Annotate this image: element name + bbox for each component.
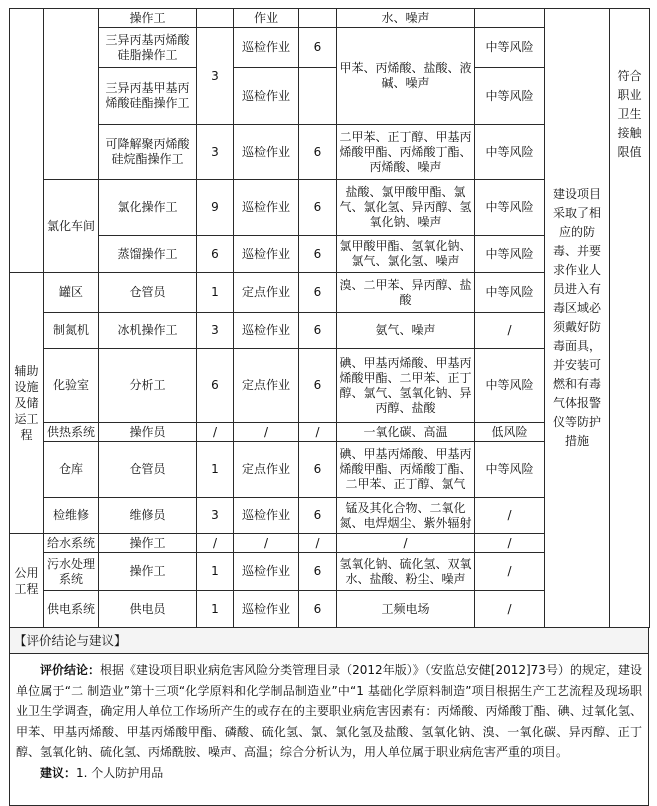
post-cell: 冰机操作工: [99, 313, 197, 349]
conclusion-paragraph: [16, 660, 642, 763]
risk-cell: 中等风险: [475, 180, 545, 236]
post-cell: 氯化操作工: [99, 180, 197, 236]
post-cell: 三异丙基丙烯酸硅脂操作工: [99, 28, 197, 68]
workshop-cell: 检维修: [44, 498, 99, 534]
hours-cell: 6: [299, 591, 337, 628]
conclusion-block: [9, 654, 649, 806]
risk-cell: /: [475, 591, 545, 628]
post-cell: 供电员: [99, 591, 197, 628]
people-cell: 1: [197, 273, 234, 313]
category-cell: 公用工程: [10, 534, 44, 628]
people-cell: 3: [197, 498, 234, 534]
risk-cell: /: [475, 498, 545, 534]
hazard-cell: 水、噪声: [337, 9, 475, 28]
people-cell: 1: [197, 442, 234, 498]
workshop-cell: 供电系统: [44, 591, 99, 628]
risk-cell: 中等风险: [475, 273, 545, 313]
mode-cell: 作业: [234, 9, 299, 28]
people-cell: 3: [197, 28, 234, 125]
hazard-cell: 一氧化碳、高温: [337, 423, 475, 442]
people-cell: 9: [197, 180, 234, 236]
risk-cell: 中等风险: [475, 125, 545, 180]
people-cell: 3: [197, 313, 234, 349]
people-cell: /: [197, 534, 234, 553]
advice-lead: 建议：: [40, 765, 77, 780]
hazard-cell: 二甲苯、正丁醇、甲基丙烯酸甲酯、丙烯酸丁酯、丙烯酸、噪声: [337, 125, 475, 180]
hazard-cell: 甲苯、丙烯酸、盐酸、液碱、噪声: [337, 28, 475, 125]
people-cell: 6: [197, 236, 234, 273]
protective-measures-cell: 建设项目采取了相应的防毒、并要求作业人员进入有毒区域必须戴好防毒面具，并安装可燃和有毒气体报警仪等防护措施: [545, 9, 610, 628]
mode-cell: 巡检作业: [234, 591, 299, 628]
hours-cell: 6: [299, 442, 337, 498]
category-cell: 辅助设施及储运工程: [10, 273, 44, 534]
mode-cell: /: [234, 423, 299, 442]
risk-cell: /: [475, 313, 545, 349]
table-row: [10, 9, 650, 28]
post-cell: 分析工: [99, 349, 197, 423]
hazard-table: [9, 8, 650, 628]
hazard-cell: 工频电场: [337, 591, 475, 628]
category-cell-continued: [10, 9, 44, 273]
workshop-cell: 污水处理系统: [44, 553, 99, 591]
mode-cell: /: [234, 534, 299, 553]
risk-cell: /: [475, 553, 545, 591]
mode-cell: 巡检作业: [234, 313, 299, 349]
conclusion-lead: 评价结论：: [40, 663, 101, 677]
people-cell: /: [197, 423, 234, 442]
advice-text: 1. 个人防护用品: [76, 765, 164, 780]
risk-cell: 中等风险: [475, 442, 545, 498]
risk-cell: 中等风险: [475, 236, 545, 273]
mode-cell: 巡检作业: [234, 236, 299, 273]
risk-cell: 中等风险: [475, 349, 545, 423]
mode-cell: 巡检作业: [234, 68, 299, 125]
mode-cell: 巡检作业: [234, 498, 299, 534]
workshop-cell: 制氮机: [44, 313, 99, 349]
hours-cell: 6: [299, 349, 337, 423]
workshop-cell: 化验室: [44, 349, 99, 423]
hazard-cell: /: [337, 534, 475, 553]
workshop-cell: 仓库: [44, 442, 99, 498]
hazard-cell: 盐酸、氯甲酸甲酯、氯气、氯化氢、异丙醇、氢氧化钠、噪声: [337, 180, 475, 236]
mode-cell: 巡检作业: [234, 125, 299, 180]
mode-cell: 巡检作业: [234, 553, 299, 591]
hazard-cell: 氯甲酸甲酯、氢氧化钠、氯气、氯化氢、噪声: [337, 236, 475, 273]
people-cell: 3: [197, 125, 234, 180]
conclusion-text: 根据《建设项目职业病危害风险分类管理目录（2012年版）》（安监总安健[2012]73号）的规定，建设单位属于“二 制造业”第十三项“化学原料和化学制品制造业”中“1 基础化学原料制造”项目根据生产工艺流程及现场职业卫生学调查，确定用人单位工作场所产生的或存在的主要职业病危害因素有：丙烯酸、丙烯酸丁酯、碘、过氧化氢、甲苯、甲基丙烯酸、甲基丙烯酸甲酯、磷酸、硫化氢、氯、氯化氢及盐酸、氢氧化钠、溴、一氧化碳、异丙醇、正丁醇、氢氧化钠、硫化氢、丙烯酰胺、噪声、高温；综合分析认为，用人单位属于职业病危害严重的项目。: [16, 663, 642, 759]
post-cell: 三异丙基甲基丙烯酸硅酯操作工: [99, 68, 197, 125]
document-sheet: [9, 8, 649, 806]
hazard-cell: 碘、甲基丙烯酸、甲基丙烯酸甲酯、丙烯酸丁酯、二甲苯、正丁醇、氯气: [337, 442, 475, 498]
hours-cell: /: [299, 534, 337, 553]
hazard-cell: 锰及其化合物、二氧化氮、电焊烟尘、紫外辐射: [337, 498, 475, 534]
post-cell: 操作工: [99, 9, 197, 28]
hours-cell: 6: [299, 180, 337, 236]
post-cell: 蒸馏操作工: [99, 236, 197, 273]
mode-cell: 定点作业: [234, 349, 299, 423]
hours-cell: 6: [299, 273, 337, 313]
hours-cell: [299, 68, 337, 125]
risk-cell: /: [475, 534, 545, 553]
risk-cell: 低风险: [475, 423, 545, 442]
mode-cell: 定点作业: [234, 442, 299, 498]
hazard-cell: 氢氧化钠、硫化氢、双氧水、盐酸、粉尘、噪声: [337, 553, 475, 591]
hours-cell: /: [299, 423, 337, 442]
hours-cell: 6: [299, 553, 337, 591]
advice-line: [16, 763, 642, 784]
hours-cell: 6: [299, 236, 337, 273]
post-cell: 仓管员: [99, 442, 197, 498]
mode-cell: 巡检作业: [234, 180, 299, 236]
post-cell: 仓管员: [99, 273, 197, 313]
people-cell: 1: [197, 591, 234, 628]
mode-cell: 定点作业: [234, 273, 299, 313]
post-cell: 操作员: [99, 423, 197, 442]
workshop-cell: 氯化车间: [44, 180, 99, 273]
post-cell: 可降解聚丙烯酸硅烷酯操作工: [99, 125, 197, 180]
risk-cell: 中等风险: [475, 28, 545, 68]
hazard-cell: 碘、甲基丙烯酸、甲基丙烯酸甲酯、二甲苯、正丁醇、氯气、氢氧化钠、异丙醇、盐酸: [337, 349, 475, 423]
people-cell: [197, 9, 234, 28]
hazard-cell: 氨气、噪声: [337, 313, 475, 349]
workshop-cell: 给水系统: [44, 534, 99, 553]
hours-cell: 6: [299, 125, 337, 180]
people-cell: 6: [197, 349, 234, 423]
people-cell: 1: [197, 553, 234, 591]
risk-cell: [475, 9, 545, 28]
post-cell: 操作工: [99, 534, 197, 553]
hours-cell: 6: [299, 313, 337, 349]
hazard-cell: 溴、二甲苯、异丙醇、盐酸: [337, 273, 475, 313]
hours-cell: 6: [299, 498, 337, 534]
workshop-cell-continued: [44, 9, 99, 180]
workshop-cell: 供热系统: [44, 423, 99, 442]
hours-cell: [299, 9, 337, 28]
post-cell: 操作工: [99, 553, 197, 591]
post-cell: 维修员: [99, 498, 197, 534]
workshop-cell: 罐区: [44, 273, 99, 313]
section-header: 【评价结论与建议】: [9, 628, 649, 654]
conformity-cell: 符合职业卫生接触限值: [610, 9, 650, 628]
hours-cell: 6: [299, 28, 337, 68]
risk-cell: 中等风险: [475, 68, 545, 125]
mode-cell: 巡检作业: [234, 28, 299, 68]
